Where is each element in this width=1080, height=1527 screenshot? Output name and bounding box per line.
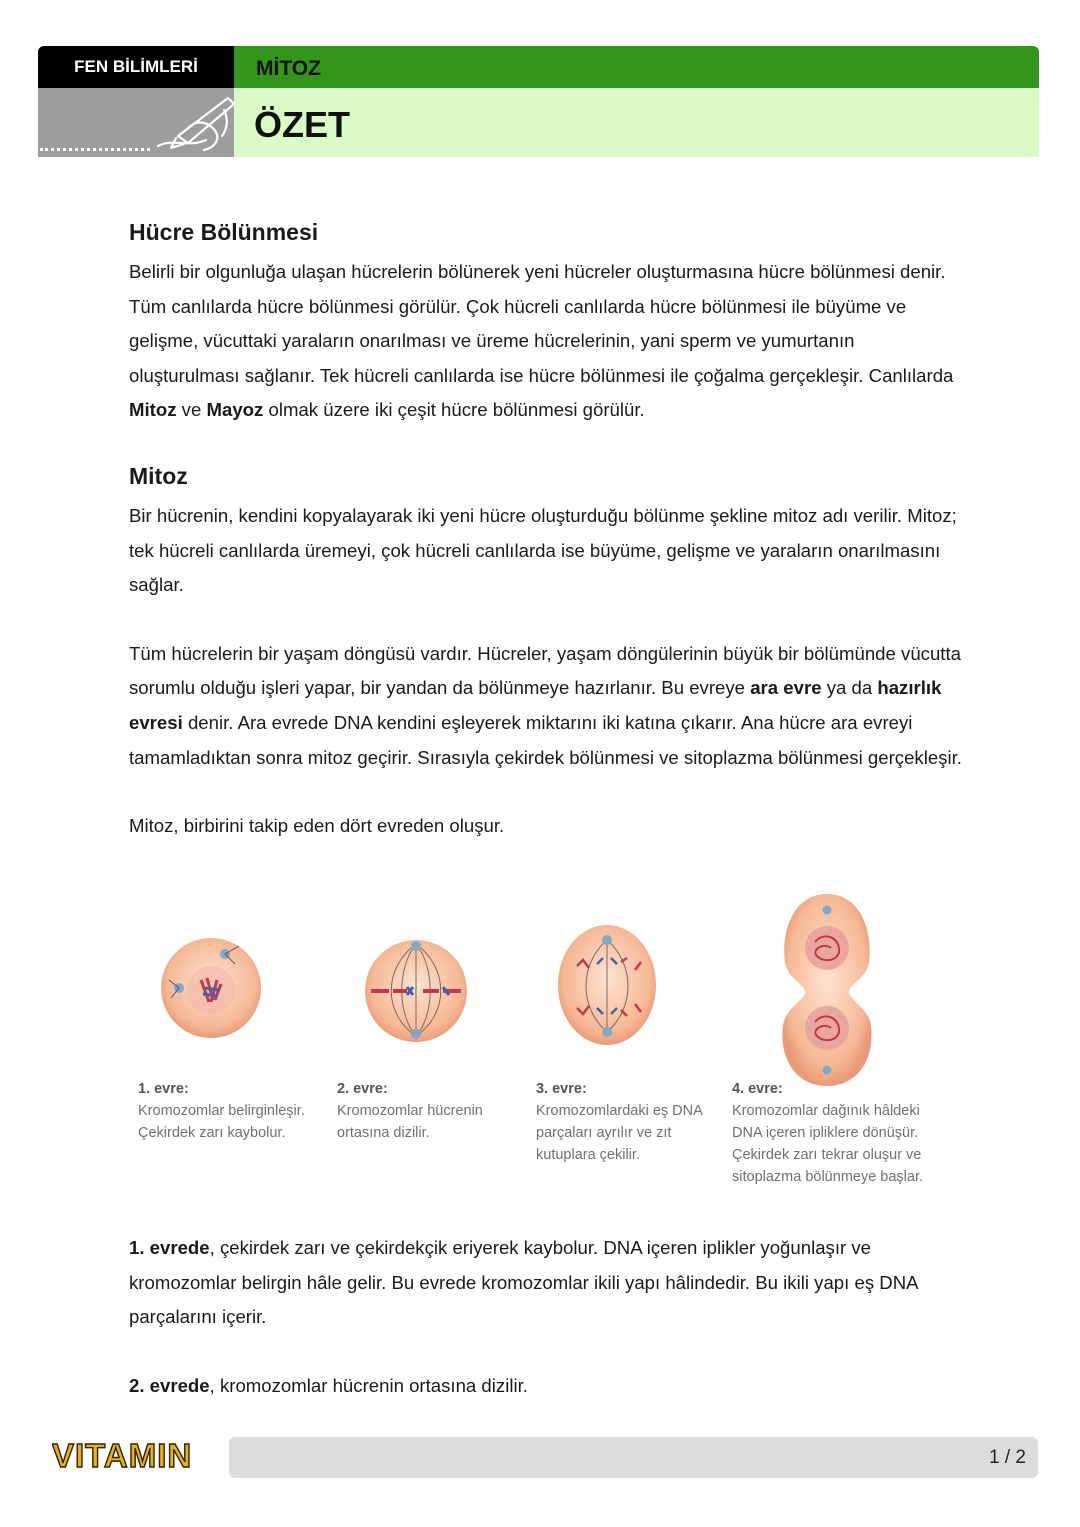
bold-term: ara evre	[750, 677, 822, 699]
page-header	[38, 46, 1039, 157]
stage-title: 2. evre:	[337, 1081, 388, 1097]
stage-4-cell-illustration	[779, 892, 875, 1088]
paragraph-mitoz-definition: Bir hücrenin, kendini kopyalayarak iki yeni hücre oluşturduğu bölünme şekline mitoz adı verilir. Mitoz; tek hücreli canlılarda üremeyi, çok hücreli canlılarda ise büyüme, gelişme ve yaraların onarılmasını sağlar.	[129, 504, 957, 596]
paragraph-hucre-bolunmesi	[129, 255, 969, 428]
stage-text: Kromozomlar hücrenin ortasına dizilir.	[337, 1103, 483, 1141]
stage-title: 1. evre:	[138, 1081, 189, 1097]
stage-title: 4. evre:	[732, 1081, 783, 1097]
vitamin-logo	[52, 1434, 202, 1476]
text: olmak üzere iki çeşit hücre bölünmesi görülür.	[263, 399, 645, 421]
text: Tüm hücrelerin bir yaşam döngüsü vardır. Hücreler, yaşam döngülerinin büyük bir bölümünde vücutta sorumlu olduğu işleri yapar, bir yandan da bölünmeye hazırlanır. Bu evreye	[129, 642, 961, 699]
topic-label: MİTOZ	[234, 46, 1039, 88]
stage-4-caption	[732, 1078, 947, 1188]
stage-title: 3. evre:	[536, 1081, 587, 1097]
stage-3-caption	[536, 1078, 706, 1166]
stage-2-caption	[337, 1078, 507, 1144]
heading-mitoz: Mitoz	[129, 462, 188, 489]
paragraph-stage-1	[129, 1231, 969, 1335]
text: denir. Ara evrede DNA kendini eşleyerek miktarını iki katına çıkarır. Ana hücre ara evreyi tamamladıktan sonra mitoz geçirir. Sırasıyla çekirdek bölünmesi ve sitoplazma bölünmesi gerçekleşir.	[129, 711, 962, 768]
bold-term: 1. evrede	[129, 1237, 210, 1258]
text: , kromozomlar hücrenin ortasına dizilir.	[209, 1374, 528, 1396]
paragraph-four-stages: Mitoz, birbirini takip eden dört evreden oluşur.	[129, 815, 505, 837]
footer-bar	[229, 1437, 1038, 1478]
stage-text: Kromozomlar belirginleşir. Çekirdek zarı kaybolur.	[138, 1103, 305, 1141]
summary-content	[129, 215, 969, 844]
bold-term: Mitoz	[129, 399, 177, 421]
text: , çekirdek zarı ve çekirdekçik eriyerek kaybolur. DNA içeren iplikler yoğunlaşır ve kromozomlar belirgin hâle gelir. Bu evrede kromozomlar ikili yapı hâlindedir. Bu ikili yapı eş DNA parçalarını içerir.	[129, 1237, 918, 1328]
text: ve	[176, 399, 207, 421]
bold-term: Mayoz	[206, 399, 264, 421]
stage-details	[129, 1231, 969, 1403]
heading-hucre-bolunmesi: Hücre Bölünmesi	[129, 219, 319, 245]
stage-text: Kromozomlar dağınık hâldeki DNA içeren ipliklere dönüşür. Çekirdek zarı tekrar oluşur ve sitoplazma bölünmeye başlar.	[732, 1103, 924, 1185]
logo-text: VITAMIN	[52, 1437, 193, 1474]
stage-1-caption	[138, 1078, 318, 1144]
text: Belirli bir olgunluğa ulaşan hücrelerin bölünerek yeni hücreler oluşturmasına hücre bölünmesi denir. Tüm canlılarda hücre bölünmesi görülür. Çok hücreli canlılarda hücre bölünmesi ile büyüme ve gelişme, vücuttaki yaraların onarılması ve üreme hücrelerinin, yani sperm ve yumurtanın oluşturulması sağlanır. Tek hücreli canlılarda ise hücre bölünmesi ile çoğalma gerçekleşir. Canlılarda	[129, 261, 954, 386]
bold-term: 2. evrede	[129, 1374, 210, 1396]
stage-1-cell-illustration	[159, 936, 263, 1040]
mitosis-figure	[129, 888, 969, 1188]
paragraph-stage-2	[129, 1369, 969, 1404]
text: ya da	[821, 677, 878, 699]
stage-3-cell-illustration	[557, 924, 657, 1046]
bold-term: hazırlık evresi	[129, 677, 942, 733]
paragraph-life-cycle	[129, 637, 969, 775]
page-number: 1 / 2	[989, 1447, 1026, 1468]
page-title: ÖZET	[234, 88, 1039, 157]
stage-2-cell-illustration	[363, 938, 469, 1044]
subject-label: FEN BİLİMLERİ	[38, 46, 234, 88]
pen-writing-icon	[38, 88, 234, 157]
dotted-line	[40, 148, 150, 151]
stage-text: Kromozomlardaki eş DNA parçaları ayrılır ve zıt kutuplara çekilir.	[536, 1103, 702, 1163]
